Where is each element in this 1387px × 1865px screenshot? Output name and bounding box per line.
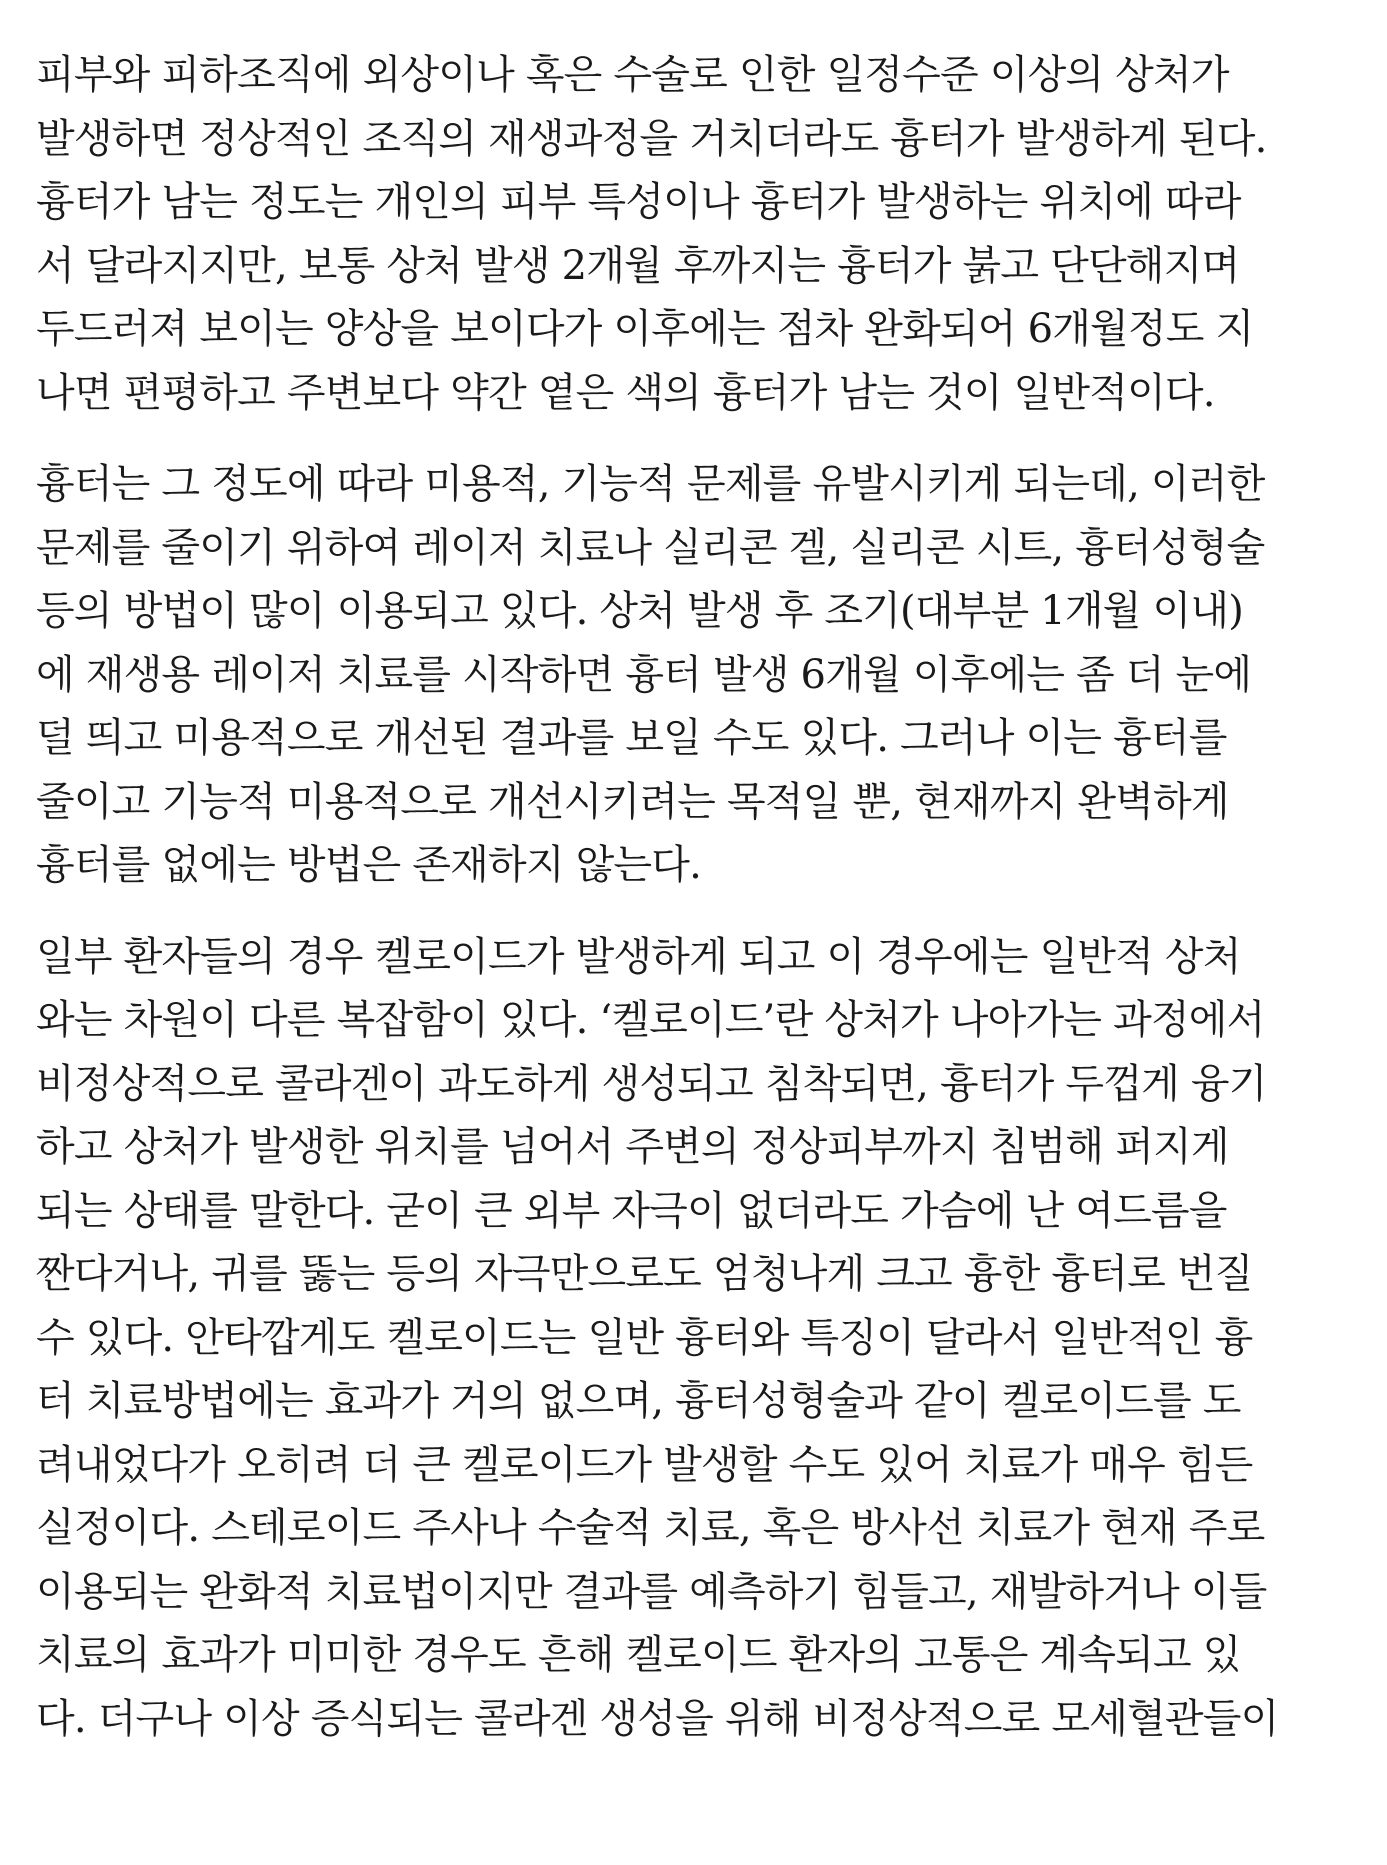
text-line: 등의 방법이 많이 이용되고 있다. 상처 발생 후 조기(대부분 1개월 이내) (36, 588, 1244, 634)
text-line: 비정상적으로 콜라겐이 과도하게 생성되고 침착되면, 흉터가 두껍게 융기 (36, 1060, 1267, 1107)
text-line: 와는 차원이 다른 복잡함이 있다. ‘켈로이드’란 상처가 나아가는 과정에서 (36, 997, 1265, 1043)
paragraph-scar-treatment (36, 453, 1356, 898)
text-line: 나면 편평하고 주변보다 약간 옅은 색의 흉터가 남는 것이 일반적이다. (36, 369, 1215, 416)
text-line: 서 달라지지만, 보통 상처 발생 2개월 후까지는 흉터가 붉고 단단해지며 (36, 242, 1240, 289)
text-line: 짠다거나, 귀를 뚫는 등의 자극만으로도 엄청나게 크고 흉한 흉터로 번질 (36, 1251, 1253, 1297)
text-line: 려내었다가 오히려 더 큰 켈로이드가 발생할 수도 있어 치료가 매우 힘든 (36, 1441, 1253, 1488)
text-line: 하고 상처가 발생한 위치를 넘어서 주변의 정상피부까지 침범해 퍼지게 (36, 1124, 1229, 1170)
text-line: 흉터는 그 정도에 따라 미용적, 기능적 문제를 유발시키게 되는데, 이러한 (36, 461, 1265, 507)
text-line: 실정이다. 스테로이드 주사나 수술적 치료, 혹은 방사선 치료가 현재 주로 (36, 1505, 1265, 1551)
text-line: 다. 더구나 이상 증식되는 콜라겐 생성을 위해 비정상적으로 모세혈관들이 (36, 1695, 1279, 1742)
text-line: 터 치료방법에는 효과가 거의 없으며, 흉터성형술과 같이 켈로이드를 도 (36, 1378, 1241, 1424)
text-line: 덜 띄고 미용적으로 개선된 결과를 보일 수도 있다. 그러나 이는 흉터를 (36, 715, 1227, 761)
document-page (36, 44, 1356, 1779)
text-line: 치료의 효과가 미미한 경우도 흔해 켈로이드 환자의 고통은 계속되고 있 (36, 1632, 1241, 1678)
text-line: 발생하면 정상적인 조직의 재생과정을 거치더라도 흉터가 발생하게 된다. (36, 115, 1267, 162)
text-line: 되는 상태를 말한다. 굳이 큰 외부 자극이 없더라도 가슴에 난 여드름을 (36, 1187, 1227, 1234)
text-line: 피부와 피하조직에 외상이나 혹은 수술로 인한 일정수준 이상의 상처가 (36, 52, 1229, 98)
text-line: 일부 환자들의 경우 켈로이드가 발생하게 되고 이 경우에는 일반적 상처 (36, 933, 1241, 980)
text-line: 수 있다. 안타깝게도 켈로이드는 일반 흉터와 특징이 달라서 일반적인 흉 (36, 1314, 1253, 1361)
text-line: 두드러져 보이는 양상을 보이다가 이후에는 점차 완화되어 6개월정도 지 (36, 306, 1254, 352)
text-line: 줄이고 기능적 미용적으로 개선시키려는 목적일 뿐, 현재까지 완벽하게 (36, 778, 1229, 825)
text-line: 문제를 줄이기 위하여 레이저 치료나 실리콘 겔, 실리콘 시트, 흉터성형술 (36, 524, 1265, 571)
text-line: 흉터를 없에는 방법은 존재하지 않는다. (36, 842, 702, 888)
text-line: 이용되는 완화적 치료법이지만 결과를 예측하기 힘들고, 재발하거나 이들 (36, 1568, 1267, 1615)
paragraph-scar-formation (36, 44, 1356, 425)
paragraph-keloid (36, 926, 1356, 1752)
text-line: 에 재생용 레이저 치료를 시작하면 흉터 발생 6개월 이후에는 좀 더 눈에 (36, 651, 1252, 698)
text-line: 흉터가 남는 정도는 개인의 피부 특성이나 흉터가 발생하는 위치에 따라 (36, 179, 1241, 225)
